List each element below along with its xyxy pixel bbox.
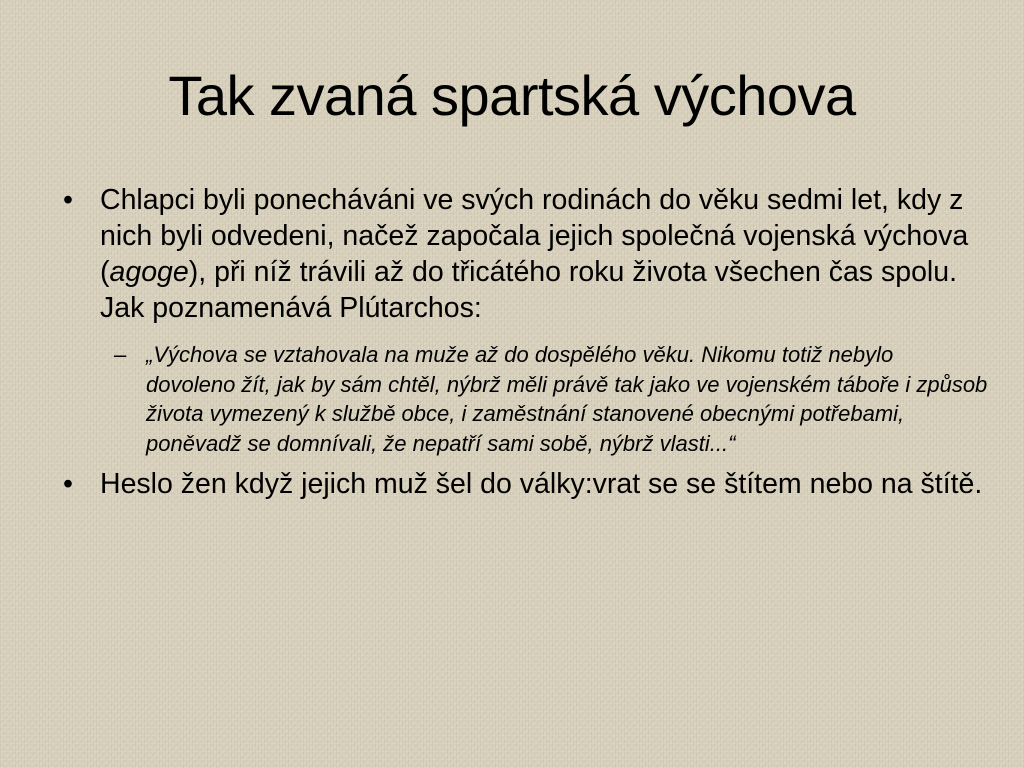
slide-title: Tak zvaná spartská výchova	[168, 64, 856, 127]
bullet-item-2	[58, 466, 988, 502]
sub-bullet-quote-text: „Výchova se vztahovala na muže až do dospělého věku. Nikomu totiž nebylo dovoleno žít, jak by sám chtěl, nýbrž měli právě tak jako ve vojenském táboře i způsob života vymezený k službě obce, i zaměstnání stanovené obecnými potřebami, poněvadž se domnívali, že nepatří sami sobě, nýbrž vlasti...“	[146, 342, 988, 456]
bullet-1-italic-term: agoge	[109, 256, 189, 288]
bullet-item-1	[58, 182, 988, 326]
bullet-1-text-before: Chlapci byli ponecháváni ve svých rodinách do věku sedmi let, kdy z nich byli odvedeni, načež započala jejich společná vojenská výchova (	[100, 184, 969, 288]
bullet-marker: •	[63, 468, 73, 500]
sub-bullet-quote	[58, 340, 988, 458]
bullet-1-text-after: ), při níž trávili až do třicátého roku života všechen čas spolu. Jak poznamenává Plútarchos:	[100, 256, 958, 324]
bullet-2-text: Heslo žen když jejich muž šel do války:vrat se se štítem nebo na štítě.	[100, 468, 983, 500]
sub-bullet-marker: –	[114, 342, 127, 367]
slide-body	[58, 182, 988, 516]
bullet-marker: •	[63, 184, 73, 216]
